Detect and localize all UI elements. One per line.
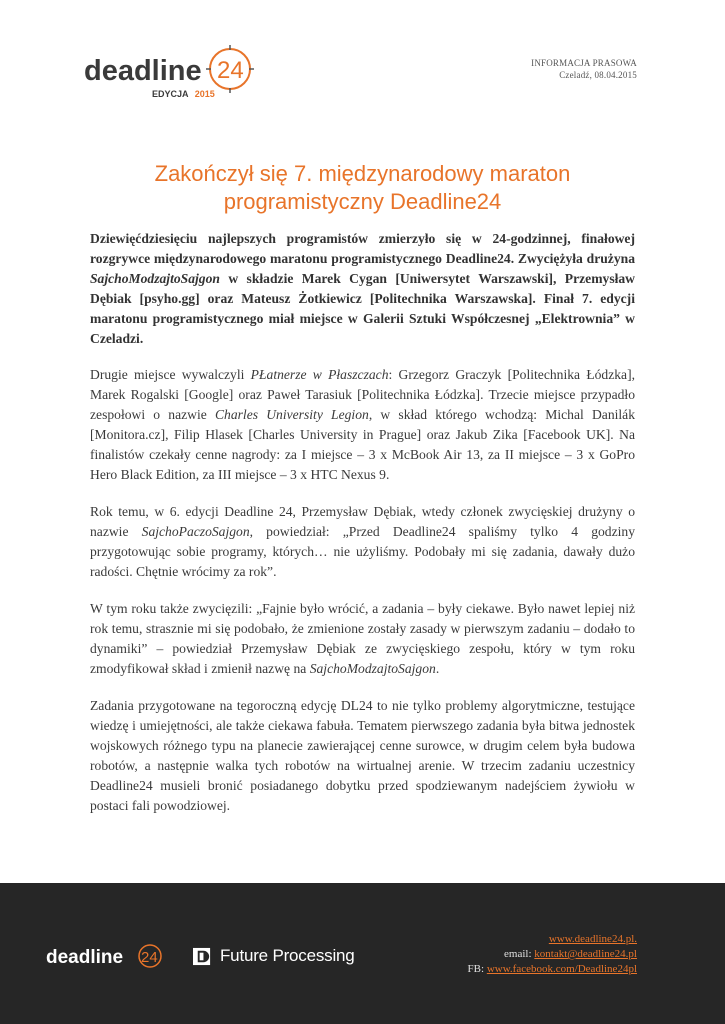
team-name: PŁatnerze w Płaszczach (250, 367, 389, 382)
article-body (90, 229, 635, 833)
body-paragraph (90, 365, 635, 485)
fb-label: FB: (467, 963, 487, 975)
paragraph-text: w składzie Marek Cygan [Uniwersytet Warszawski], Przemysław Dębiak [psyho.gg] oraz Mateusz Żotkiewicz [Politechnika Warszawska]. Finał 7. edycji maratonu programistycznego miał miejsce w Galerii Sztuki Współczesnej „Elektrownia” w Czeladzi. (90, 271, 635, 346)
page-title: Zakończył się 7. międzynarodowy maraton programistyczny Deadline24 (154, 161, 571, 214)
paragraph-text: W tym roku także zwycięzili: „Fajnie było wrócić, a zadania – były ciekawe. Było nawet lepiej niż rok temu, strasznie mi się podobało, że zmienione zostały zasady w pierwszym zadaniu – dodało to dynamiki” – powiedział Przemysław Dębiak ze zwycięskiego zespołu, który w tym roku zmodyfikował skład i zmienił nazwę na (90, 601, 635, 676)
svg-text:EDYCJA 2015 (152, 89, 215, 99)
logo-edition: EDYCJA (152, 89, 189, 99)
partner-name: Future Processing (220, 946, 355, 965)
website-link[interactable]: www.deadline24.pl. (548, 933, 637, 945)
paragraph-text: : Grzegorz Graczyk [Politechnika Łódzka], Marek Rogalski [Google] oraz Paweł Tarasiuk [Politechnika Łódzka]. Trzecie miejsce przypadło zespołowi o nazwie (90, 367, 636, 422)
logo-word: deadline (84, 55, 202, 87)
body-paragraph (90, 599, 635, 679)
email-label: email: (504, 948, 535, 960)
footer-logo-number: 24 (141, 949, 158, 966)
team-name: SajchoModzajtoSajgon (309, 661, 436, 676)
body-paragraph (90, 696, 635, 816)
paragraph-text: , w skład którego wchodzą: Michal Danilák [Monitora.cz], Filip Hlasek [Charles University in Prague] oraz Jakub Zika [Facebook UK]. Na finalistów czekały cenne nagrody: za I miejsce – 3 x McBook Air 13, za II miejsce – 3 x GoPro Hero Black Edition, za III miejsce – 3 x HTC Nexus 9. (90, 407, 635, 482)
lead-paragraph (90, 229, 635, 349)
place-date: Czeladź, 08.04.2015 (559, 70, 637, 80)
team-name: SajchoPaczoSajgon (141, 524, 250, 539)
facebook-link[interactable]: www.facebook.com/Deadline24pl (486, 963, 637, 975)
paragraph-text: Rok temu, w 6. edycji Deadline 24, Przemysław Dębiak, wtedy członek zwycięskiej drużyny o nazwie (90, 504, 635, 539)
contact-block (468, 932, 637, 977)
footer-deadline24-logo (46, 943, 166, 969)
email-link[interactable]: kontakt@deadline24.pl (534, 948, 637, 960)
paragraph-text: , powiedział: „Przed Deadline24 spaliśmy tylko 4 godziny przygotowując sobie programy, których… nie użyliśmy. Podobały mi się zadania, dawały dużo radości. Chętnie wrócimy za rok”. (90, 524, 635, 579)
future-processing-logo (193, 943, 355, 969)
deadline24-logo (82, 44, 262, 100)
paragraph-text: . (435, 661, 440, 676)
paragraph-text: Drugie miejsce wywalczyli (90, 367, 251, 382)
press-release-label: INFORMACJA PRASOWA (531, 58, 637, 68)
press-info (531, 57, 637, 81)
team-name: Charles University Legion (214, 407, 369, 422)
logo-year: 2015 (194, 89, 215, 99)
logo-number: 24 (217, 57, 244, 84)
footer-logo-word: deadline (46, 947, 124, 968)
future-processing-icon (193, 947, 212, 966)
body-paragraph (90, 502, 635, 582)
paragraph-text: Zadania przygotowane na tegoroczną edycję DL24 to nie tylko problemy algorytmiczne, testujące wiedzę i umiejętności, ale także ciekawa fabuła. Tematem pierwszego zadania była bitwa jednostek wojskowych różnego typu na planecie zawierającej cenne surowce, w drugim celem była budowa robotów, a następnie walka tych robotów na wirtualnej arenie. W trzecim zadaniu uczestnicy Deadline24 musieli bronić posiadanego dobytku przed spodziewanym nadejściem żywiołu w postaci fali powodziowej. (90, 698, 635, 813)
team-name: SajchoModzajtoSajgon (90, 271, 220, 286)
paragraph-text: Dziewięćdziesięciu najlepszych programistów zmierzyło się w 24-godzinnej, finałowej rozgrywce międzynarodowego maratonu programistycznego Deadline24. Zwyciężyła drużyna (90, 231, 635, 266)
